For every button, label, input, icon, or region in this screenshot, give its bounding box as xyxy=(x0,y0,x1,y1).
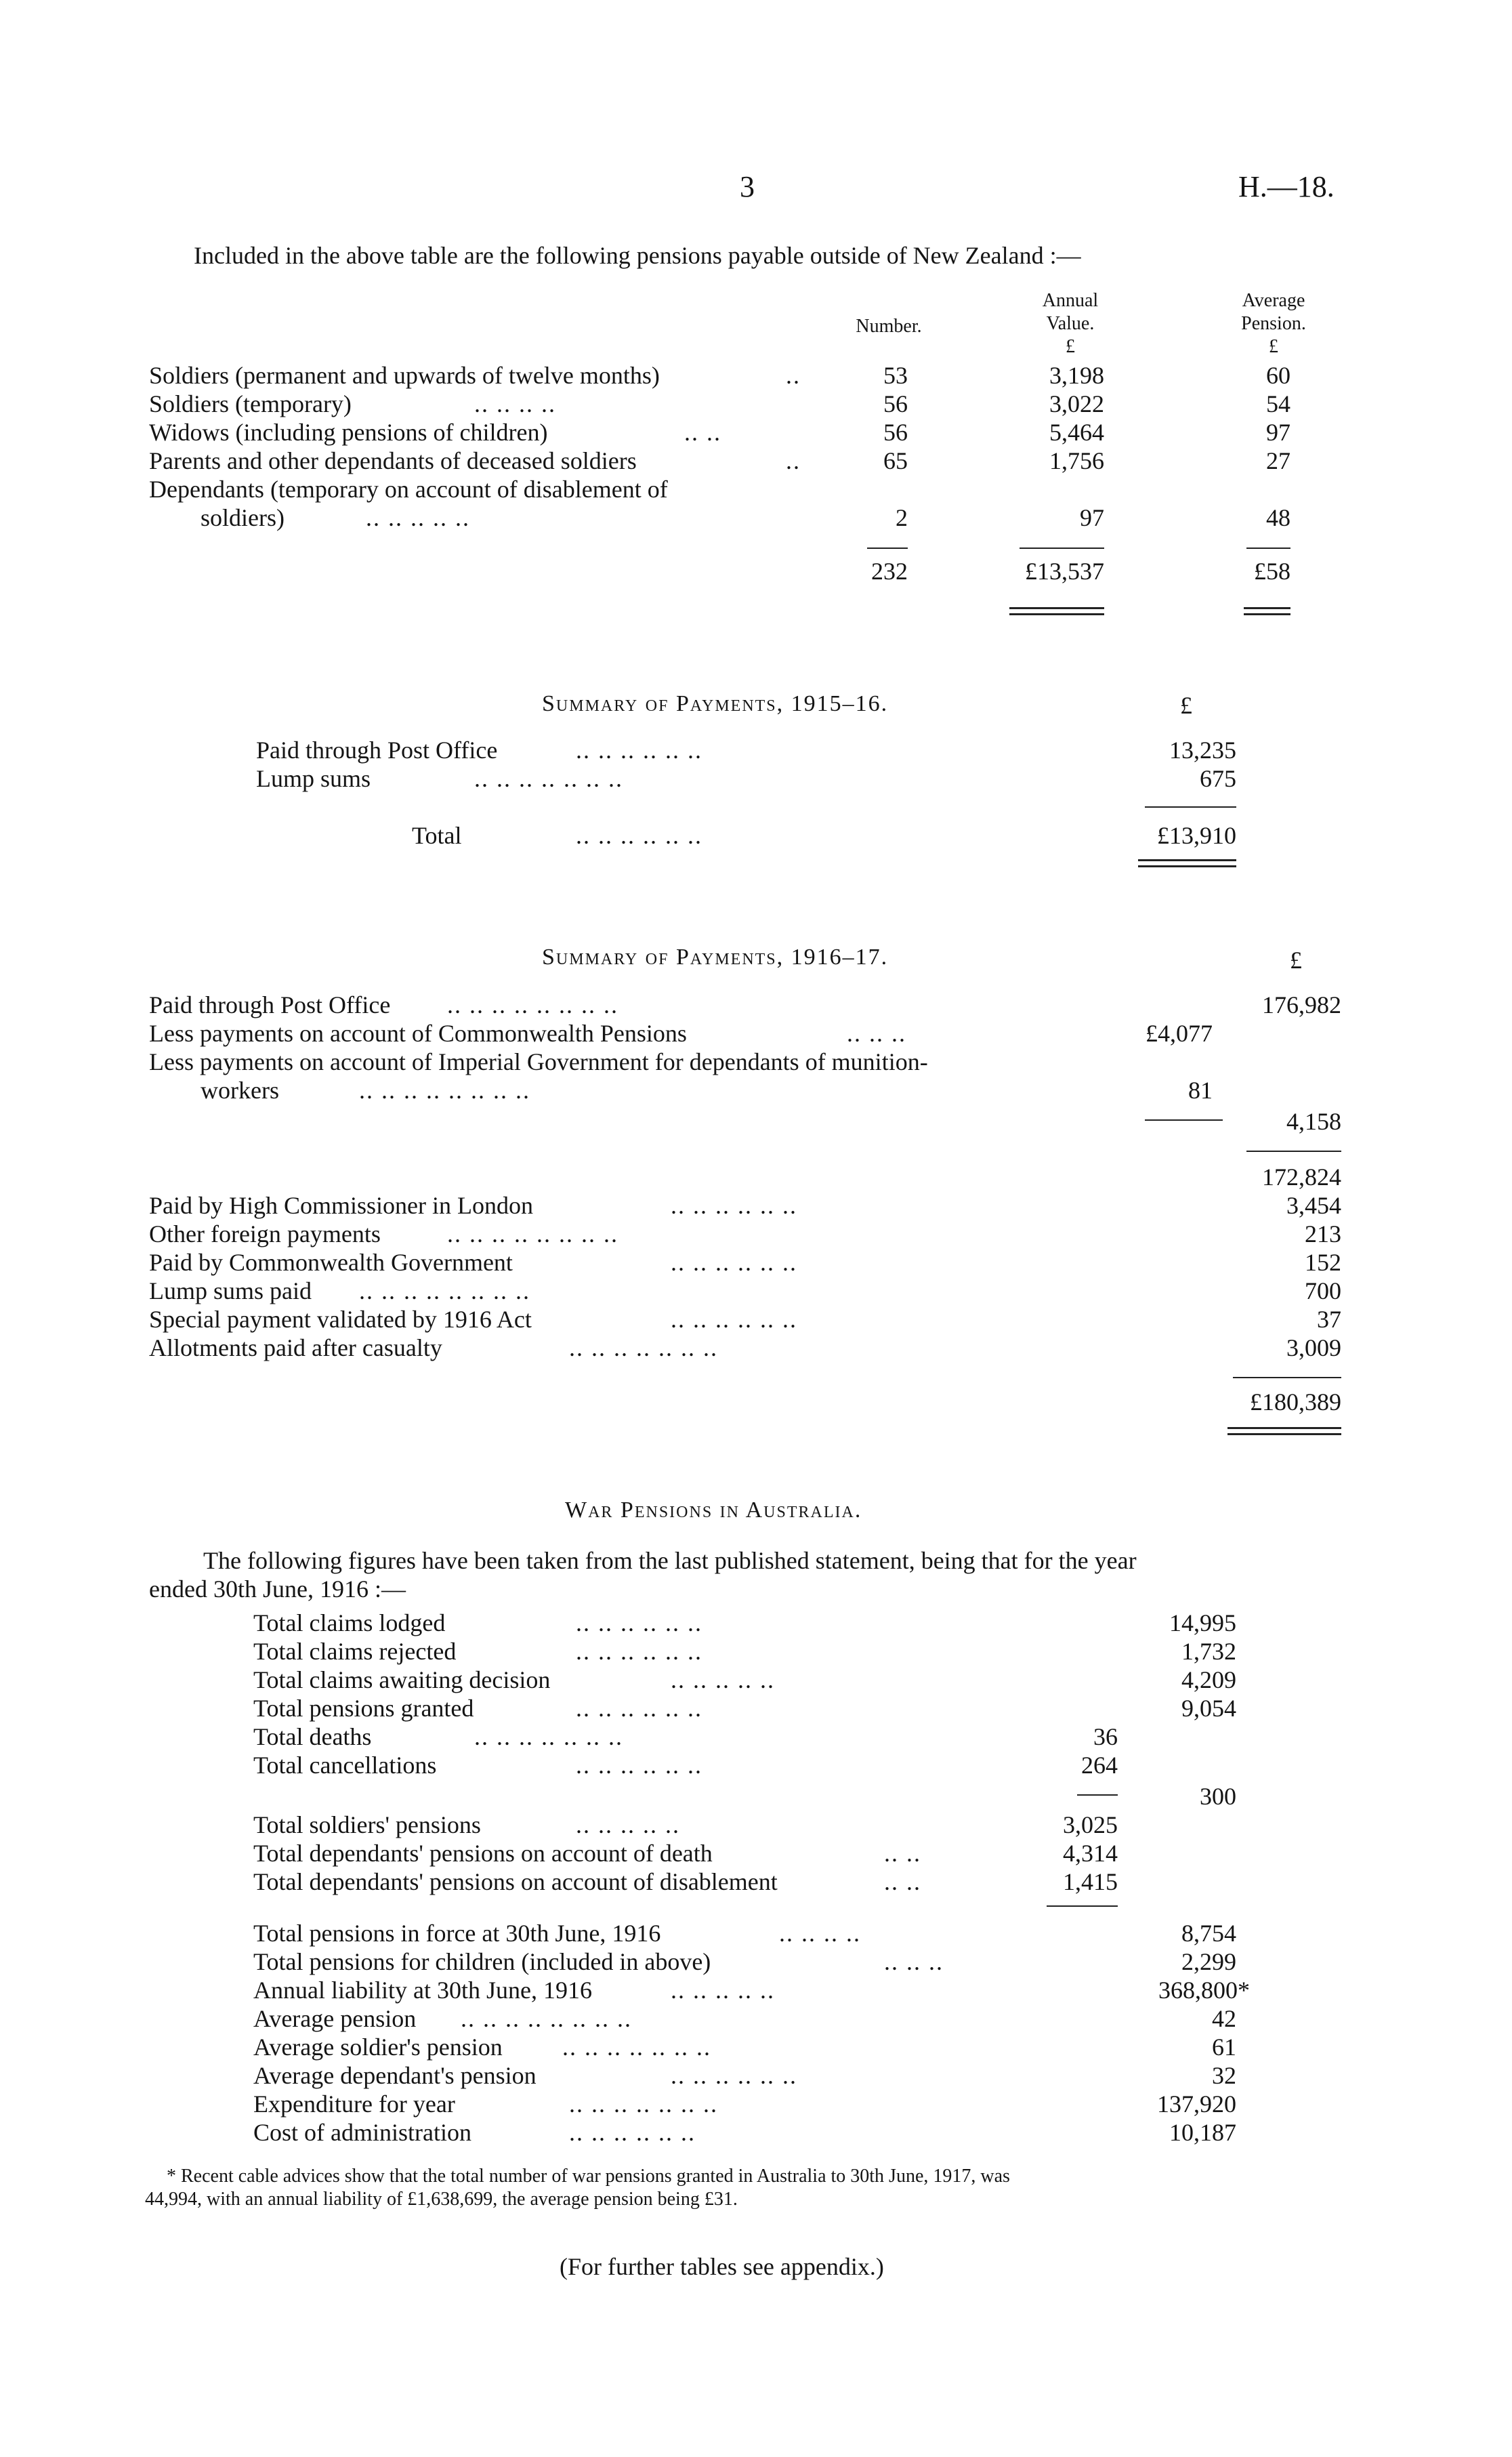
stat-label: Total deaths xyxy=(253,1723,372,1750)
leader-dots: .. xyxy=(786,447,801,474)
stat-label: Average dependant's pension xyxy=(253,2062,537,2089)
stat-label: Total claims awaiting decision xyxy=(253,1666,551,1693)
payment-row-label: Lump sums xyxy=(256,765,371,792)
total-rule xyxy=(1020,548,1104,549)
leader-dots: .. .. .. .. .. .. .. xyxy=(474,1723,623,1750)
table-cell-annual: 3,198 xyxy=(1049,362,1104,389)
table-total-average: £58 xyxy=(1254,558,1290,585)
table-cell-annual: 1,756 xyxy=(1049,447,1104,474)
table-cell-average: 60 xyxy=(1266,362,1290,389)
stat-label: Average pension xyxy=(253,2005,417,2032)
closing-note: (For further tables see appendix.) xyxy=(560,2253,884,2280)
stat-label: Cost of administration xyxy=(253,2119,471,2146)
document-reference: H.—18. xyxy=(1238,170,1335,203)
stat-value: 36 xyxy=(1093,1723,1118,1750)
leader-dots: .. .. .. .. .. .. xyxy=(576,1752,702,1779)
deduction-label: Less payments on account of Commonwealth Pensions xyxy=(149,1020,687,1047)
payment-row-label: Paid by Commonwealth Government xyxy=(149,1249,513,1276)
section-title: War Pensions in Australia. xyxy=(565,1498,862,1523)
table-cell-average: 97 xyxy=(1266,419,1290,446)
leader-dots: .. .. xyxy=(884,1868,921,1895)
footnote-line-1: * Recent cable advices show that the total number of war pensions granted in Australia to 30th June, 1917, was xyxy=(167,2166,1010,2187)
payment-row-value: 213 xyxy=(1305,1220,1341,1247)
double-underline xyxy=(1244,607,1290,615)
stat-value: 137,920 xyxy=(1157,2090,1236,2118)
intro-line-1: The following figures have been taken from the last published statement, being that for the year xyxy=(203,1547,1137,1574)
table-row-label: Soldiers (permanent and upwards of twelve months) xyxy=(149,362,660,389)
stat-value: 9,054 xyxy=(1181,1695,1236,1722)
stat-label: Total pensions in force at 30th June, 1916 xyxy=(253,1920,661,1947)
stat-value: 4,314 xyxy=(1063,1840,1118,1867)
stat-label: Total dependants' pensions on account of death xyxy=(253,1840,713,1867)
payment-row-label: Paid through Post Office xyxy=(256,737,498,764)
deduction-label: Less payments on account of Imperial Government for dependants of munition- xyxy=(149,1048,928,1075)
table-cell-number: 65 xyxy=(883,447,908,474)
stat-label: Total dependants' pensions on account of disablement xyxy=(253,1868,778,1895)
intro-line-2: ended 30th June, 1916 :— xyxy=(149,1575,406,1603)
col-header-avg-3: £ xyxy=(1269,336,1278,357)
table-row-label: Widows (including pensions of children) xyxy=(149,419,548,446)
stat-label: Total pensions granted xyxy=(253,1695,474,1722)
leader-dots: .. .. .. .. .. xyxy=(671,1977,775,2004)
leader-dots: .. .. .. .. .. .. .. xyxy=(474,765,623,792)
stat-label: Average soldier's pension xyxy=(253,2033,503,2061)
leader-dots: .. .. .. .. .. xyxy=(366,504,470,531)
double-underline xyxy=(1227,1427,1341,1435)
deduction-label-continued: workers xyxy=(201,1077,279,1104)
leader-dots: .. .. xyxy=(884,1840,921,1867)
subtotal-rule xyxy=(1077,1794,1118,1796)
table-cell-average: 27 xyxy=(1266,447,1290,474)
total-label: Total xyxy=(412,822,462,849)
stat-value: 368,800* xyxy=(1158,1977,1250,2004)
stat-value: 264 xyxy=(1081,1752,1118,1779)
leader-dots: .. .. .. .. .. .. .. xyxy=(562,2033,711,2061)
payment-row-label: Paid by High Commissioner in London xyxy=(149,1192,533,1219)
leader-dots: .. .. xyxy=(684,419,721,446)
table-cell-average: 48 xyxy=(1266,504,1290,531)
payment-row-value: 3,454 xyxy=(1286,1192,1341,1219)
stat-label: Total claims lodged xyxy=(253,1609,446,1636)
total-rule xyxy=(867,548,908,549)
subtotal-value: 172,824 xyxy=(1262,1163,1341,1191)
stat-subtotal: 300 xyxy=(1200,1783,1236,1810)
leader-dots: .. .. .. .. .. .. xyxy=(576,1638,702,1665)
leader-dots: .. .. .. .. .. .. .. .. xyxy=(461,2005,632,2032)
table-row-label: Parents and other dependants of deceased soldiers xyxy=(149,447,637,474)
table-cell-number: 2 xyxy=(896,504,908,531)
currency-header: £ xyxy=(1290,947,1302,974)
col-header-annual-3: £ xyxy=(1066,336,1075,357)
payment-row-value: 152 xyxy=(1305,1249,1341,1276)
payment-row-value: 675 xyxy=(1200,765,1236,792)
stat-label: Annual liability at 30th June, 1916 xyxy=(253,1977,592,2004)
stat-label: Total claims rejected xyxy=(253,1638,457,1665)
stat-value: 10,187 xyxy=(1169,2119,1236,2146)
leader-dots: .. .. .. .. .. .. .. .. xyxy=(359,1077,530,1104)
stat-label: Total cancellations xyxy=(253,1752,437,1779)
col-header-number: Number. xyxy=(856,316,922,337)
total-rule xyxy=(1233,1377,1341,1378)
stat-value: 4,209 xyxy=(1181,1666,1236,1693)
leader-dots: .. .. .. xyxy=(847,1020,906,1047)
double-underline xyxy=(1009,607,1104,615)
stat-value: 14,995 xyxy=(1169,1609,1236,1636)
stat-label: Expenditure for year xyxy=(253,2090,455,2118)
payment-row-label: Allotments paid after casualty xyxy=(149,1334,442,1361)
leader-dots: .. xyxy=(786,362,801,389)
payment-row-value: 700 xyxy=(1305,1277,1341,1304)
leader-dots: .. .. .. .. .. xyxy=(671,1666,775,1693)
payment-row-label: Other foreign payments xyxy=(149,1220,381,1247)
leader-dots: .. .. .. .. .. .. xyxy=(671,1306,797,1333)
stat-value: 3,025 xyxy=(1063,1811,1118,1838)
leader-dots: .. .. .. .. .. .. .. xyxy=(569,2090,718,2118)
leader-dots: .. .. .. .. .. .. xyxy=(576,822,702,849)
table-row-label: Dependants (temporary on account of disablement of xyxy=(149,476,668,503)
currency-header: £ xyxy=(1180,692,1192,719)
leader-dots: .. .. .. .. .. xyxy=(576,1811,680,1838)
leader-dots: .. .. .. .. .. .. .. .. xyxy=(447,1220,618,1247)
deduction-value: 81 xyxy=(1188,1077,1213,1104)
stat-label: Total pensions for children (included in above) xyxy=(253,1948,711,1975)
col-header-avg-2: Pension. xyxy=(1241,313,1306,334)
payment-row-label: Paid through Post Office xyxy=(149,991,391,1018)
page-number: 3 xyxy=(740,170,755,203)
table-cell-number: 53 xyxy=(883,362,908,389)
footnote-line-2: 44,994, with an annual liability of £1,638,699, the average pension being £31. xyxy=(145,2189,738,2210)
leader-dots: .. .. .. xyxy=(884,1948,944,1975)
stat-value: 2,299 xyxy=(1181,1948,1236,1975)
leader-dots: .. .. .. .. .. .. .. xyxy=(569,1334,718,1361)
table-row-label-continued: soldiers) xyxy=(201,504,285,531)
payment-row-label: Lump sums paid xyxy=(149,1277,312,1304)
table-cell-average: 54 xyxy=(1266,390,1290,417)
payment-row-label: Special payment validated by 1916 Act xyxy=(149,1306,532,1333)
leader-dots: .. .. .. .. .. .. .. .. xyxy=(359,1277,530,1304)
leader-dots: .. .. .. .. xyxy=(779,1920,861,1947)
table-total-annual: £13,537 xyxy=(1025,558,1104,585)
leader-dots: .. .. .. .. .. .. xyxy=(671,1192,797,1219)
double-underline xyxy=(1138,859,1236,867)
grand-total-value: £180,389 xyxy=(1250,1388,1341,1416)
leader-dots: .. .. .. .. .. .. xyxy=(569,2119,696,2146)
subtotal-rule xyxy=(1047,1905,1118,1907)
leader-dots: .. .. .. .. .. .. xyxy=(671,2062,797,2089)
subtotal-rule xyxy=(1145,1119,1223,1121)
leader-dots: .. .. .. .. .. .. xyxy=(671,1249,797,1276)
table-cell-number: 56 xyxy=(883,419,908,446)
col-header-annual-1: Annual xyxy=(1042,290,1099,311)
stat-value: 1,415 xyxy=(1063,1868,1118,1895)
table-cell-annual: 3,022 xyxy=(1049,390,1104,417)
stat-value: 42 xyxy=(1212,2005,1236,2032)
section-title: Summary of Payments, 1916–17. xyxy=(542,945,889,970)
payment-row-value: 176,982 xyxy=(1262,991,1341,1018)
stat-value: 61 xyxy=(1212,2033,1236,2061)
stat-value: 1,732 xyxy=(1181,1638,1236,1665)
leader-dots: .. .. .. .. .. .. xyxy=(576,1609,702,1636)
col-header-avg-1: Average xyxy=(1242,290,1305,311)
total-rule xyxy=(1145,806,1236,808)
table-cell-annual: 5,464 xyxy=(1049,419,1104,446)
section-title: Summary of Payments, 1915–16. xyxy=(542,691,889,716)
total-value: £13,910 xyxy=(1157,822,1236,849)
table-total-number: 232 xyxy=(871,558,908,585)
table-cell-number: 56 xyxy=(883,390,908,417)
intro-text: Included in the above table are the following pensions payable outside of New Zealand :— xyxy=(194,242,1081,269)
payment-row-value: 13,235 xyxy=(1169,737,1236,764)
table-row-label: Soldiers (temporary) xyxy=(149,390,352,417)
total-rule xyxy=(1246,548,1290,549)
payment-row-value: 3,009 xyxy=(1286,1334,1341,1361)
leader-dots: .. .. .. .. .. .. xyxy=(576,737,702,764)
deduction-value: £4,077 xyxy=(1146,1020,1213,1047)
subtotal-rule xyxy=(1246,1151,1341,1152)
stat-value: 8,754 xyxy=(1181,1920,1236,1947)
leader-dots: .. .. .. .. .. .. xyxy=(576,1695,702,1722)
leader-dots: .. .. .. .. xyxy=(474,390,556,417)
col-header-annual-2: Value. xyxy=(1046,313,1095,334)
stat-label: Total soldiers' pensions xyxy=(253,1811,481,1838)
table-cell-annual: 97 xyxy=(1080,504,1104,531)
deduction-total: 4,158 xyxy=(1286,1108,1341,1135)
leader-dots: .. .. .. .. .. .. .. .. xyxy=(447,991,618,1018)
payment-row-value: 37 xyxy=(1317,1306,1341,1333)
stat-value: 32 xyxy=(1212,2062,1236,2089)
